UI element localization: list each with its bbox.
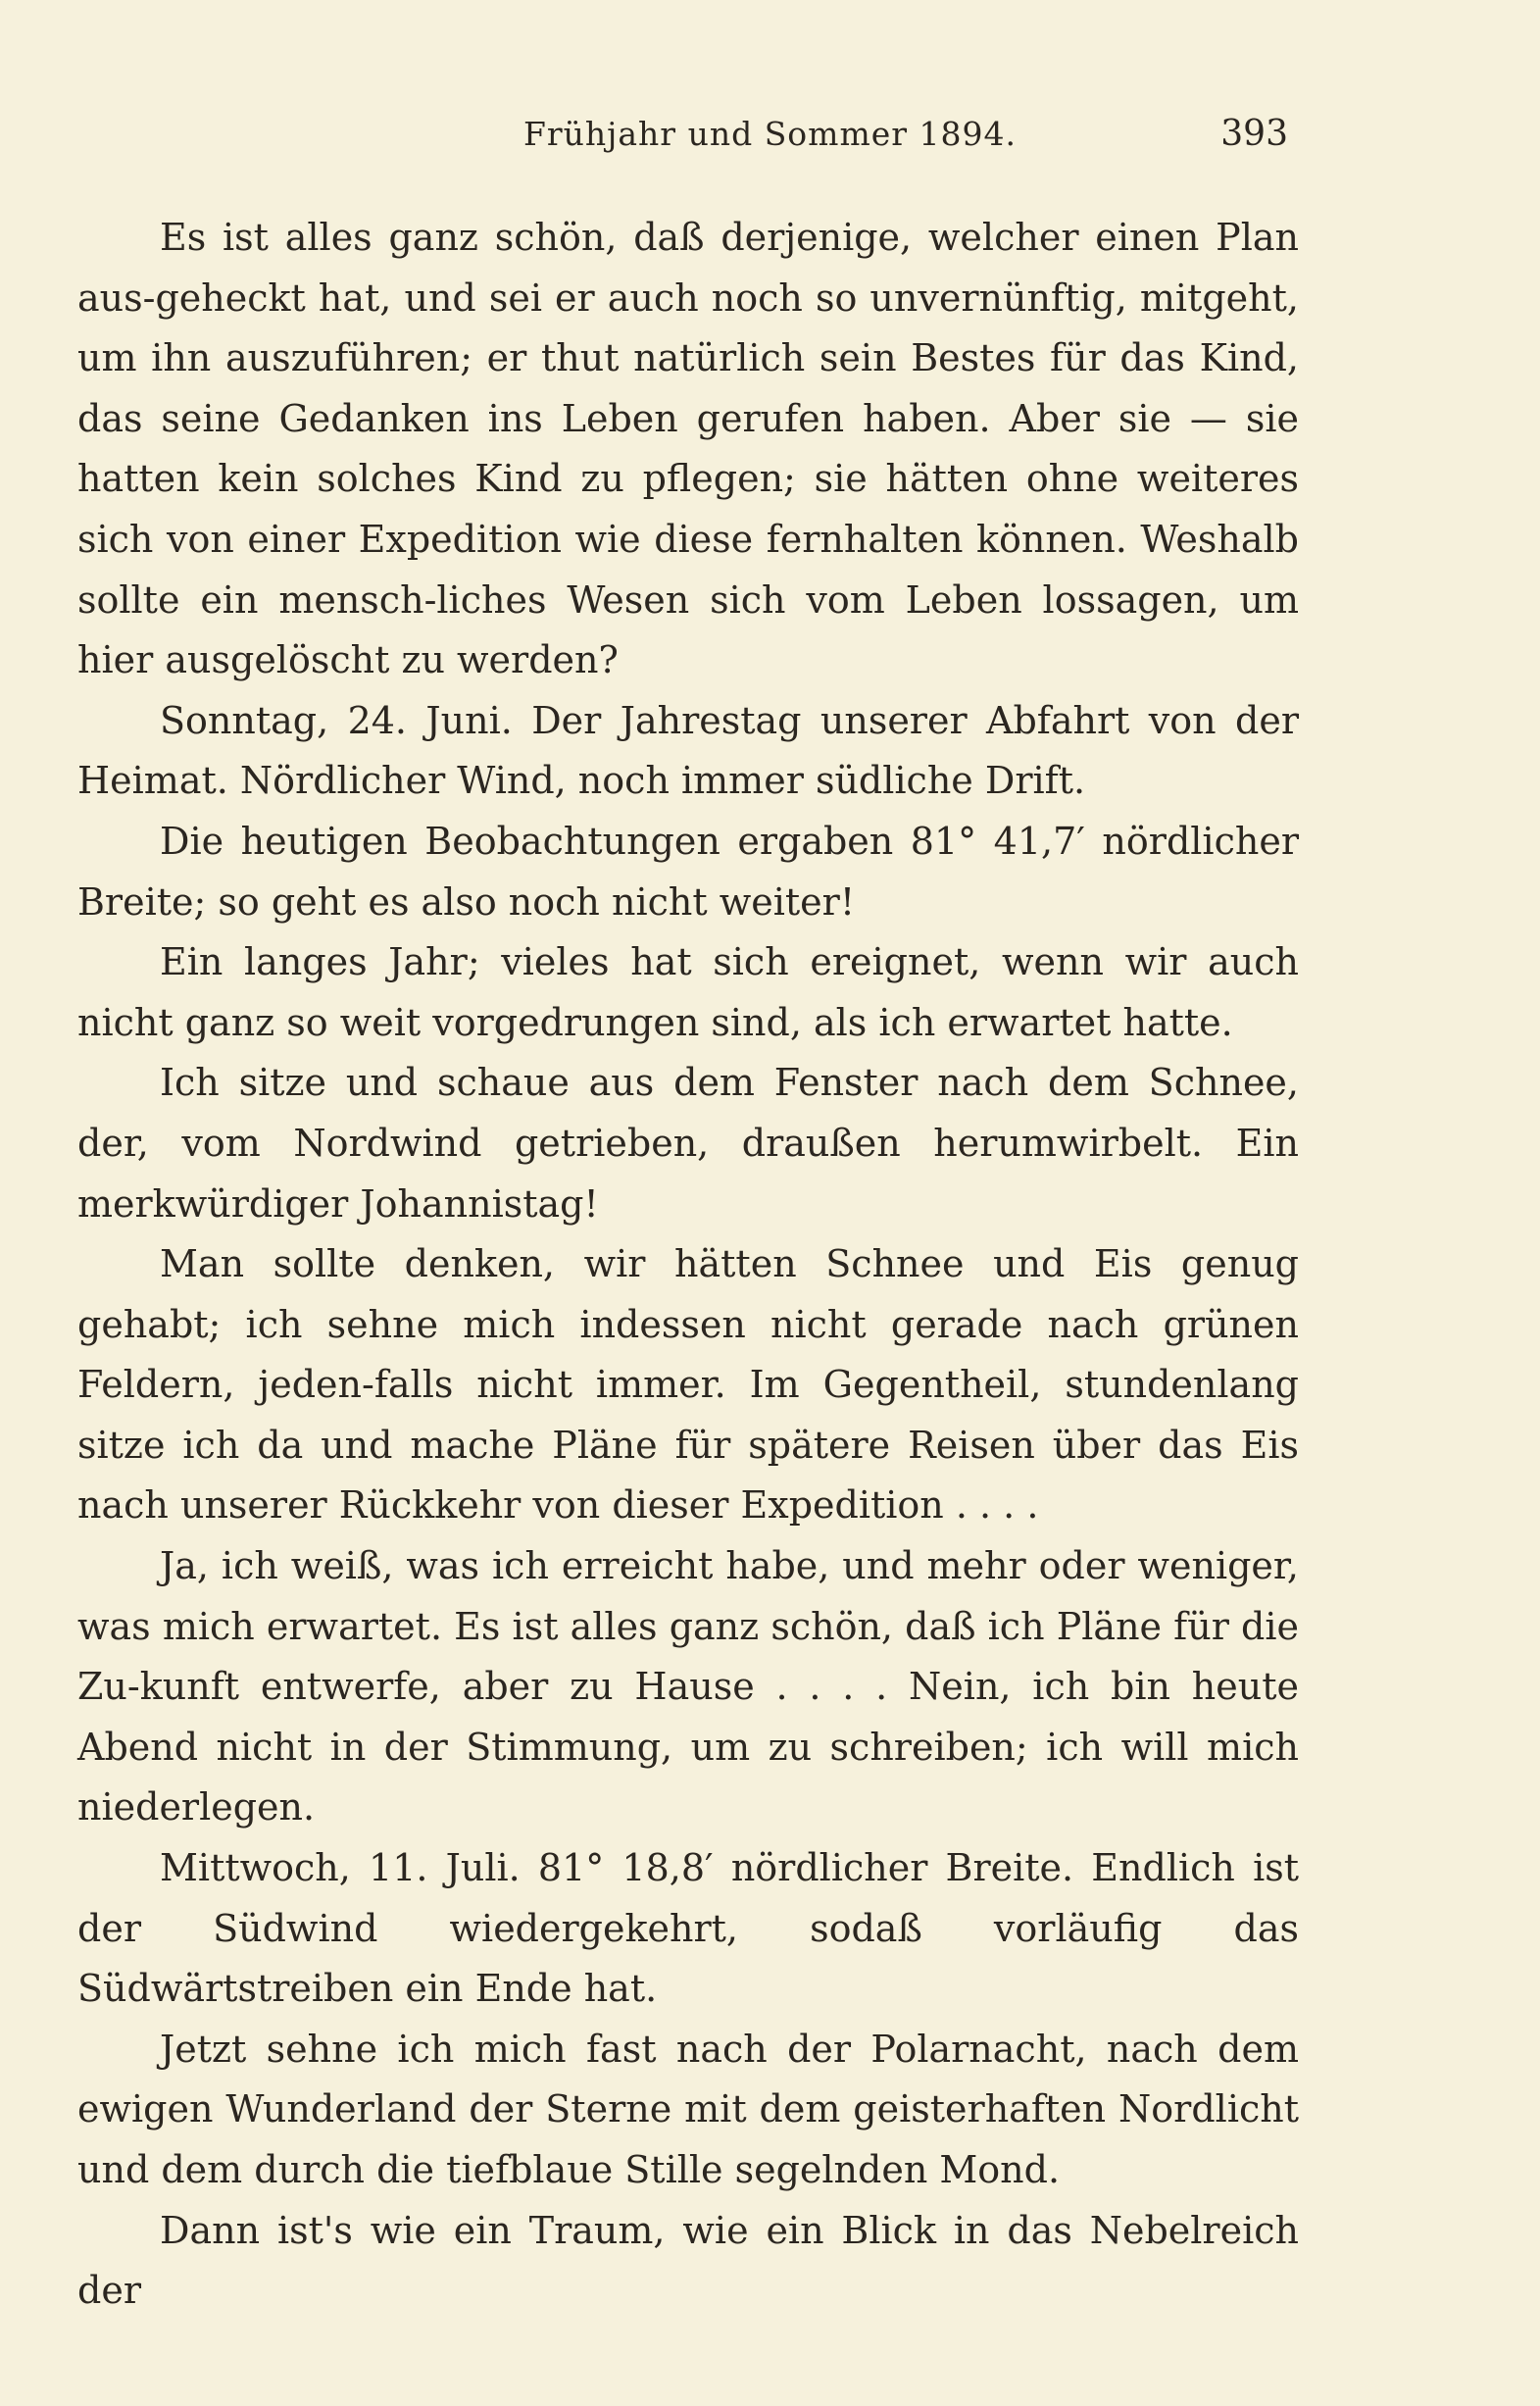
paragraph: Die heutigen Beobachtungen ergaben 81° 41,7′ nördlicher Breite; so geht es also noch nicht weiter!	[77, 819, 1299, 924]
paragraph: Man sollte denken, wir hätten Schnee und Eis genug gehabt; ich sehne mich indessen nicht gerade nach grünen Feldern, jeden-falls nicht immer. Im Gegentheil, stundenlang sitze ich da und mache Pläne für spätere Reisen über das Eis nach unserer Rückkehr von dieser Expedition . . . .	[77, 1242, 1299, 1528]
paragraph: Ich sitze und schaue aus dem Fenster nach dem Schnee, der, vom Nordwind getrieben, draußen herumwirbelt. Ein merkwürdiger Johannistag!	[77, 1061, 1299, 1226]
running-head	[0, 110, 1540, 159]
paragraph: Ja, ich weiß, was ich erreicht habe, und mehr oder weniger, was mich erwartet. Es ist alles ganz schön, daß ich Pläne für die Zu-kunft entwerfe, aber zu Hause . . . . Nein, ich bin heute Abend nicht in der Stimmung, um zu schreiben; ich will mich niederlegen.	[77, 1544, 1299, 1830]
paragraph: Jetzt sehne ich mich fast nach der Polarnacht, nach dem ewigen Wunderland der Sterne mit dem geisterhaften Nordlicht und dem durch die tiefblaue Stille segelnden Mond.	[77, 2027, 1299, 2191]
paragraph: Dann ist's wie ein Traum, wie ein Blick in das Nebelreich der	[77, 2208, 1299, 2313]
running-title: Frühjahr und Sommer 1894.	[522, 115, 1018, 153]
paragraph: Ein langes Jahr; vieles hat sich ereignet, wenn wir auch nicht ganz so weit vorgedrungen sind, als ich erwartet hatte.	[77, 940, 1299, 1044]
paragraph: Es ist alles ganz schön, daß derjenige, welcher einen Plan aus-geheckt hat, und sei er auch noch so unvernünftig, mitgeht, um ihn auszuführen; er thut natürlich sein Bestes für das Kind, das seine Gedanken ins Leben gerufen haben. Aber sie — sie hatten kein solches Kind zu pflegen; sie hätten ohne weiteres sich von einer Expedition wie diese fernhalten können. Weshalb sollte ein mensch-liches Wesen sich vom Leben lossagen, um hier ausgelöscht zu werden?	[77, 216, 1299, 682]
page-number: 393	[1220, 114, 1288, 154]
paragraph: Mittwoch, 11. Juli. 81° 18,8′ nördlicher Breite. Endlich ist der Südwind wiedergekehrt, sodaß vorläufig das Südwärtstreiben ein Ende hat.	[77, 1846, 1299, 2011]
body-text	[77, 208, 1299, 2322]
paragraph: Sonntag, 24. Juni. Der Jahrestag unserer Abfahrt von der Heimat. Nördlicher Wind, noch immer südliche Drift.	[77, 698, 1299, 803]
